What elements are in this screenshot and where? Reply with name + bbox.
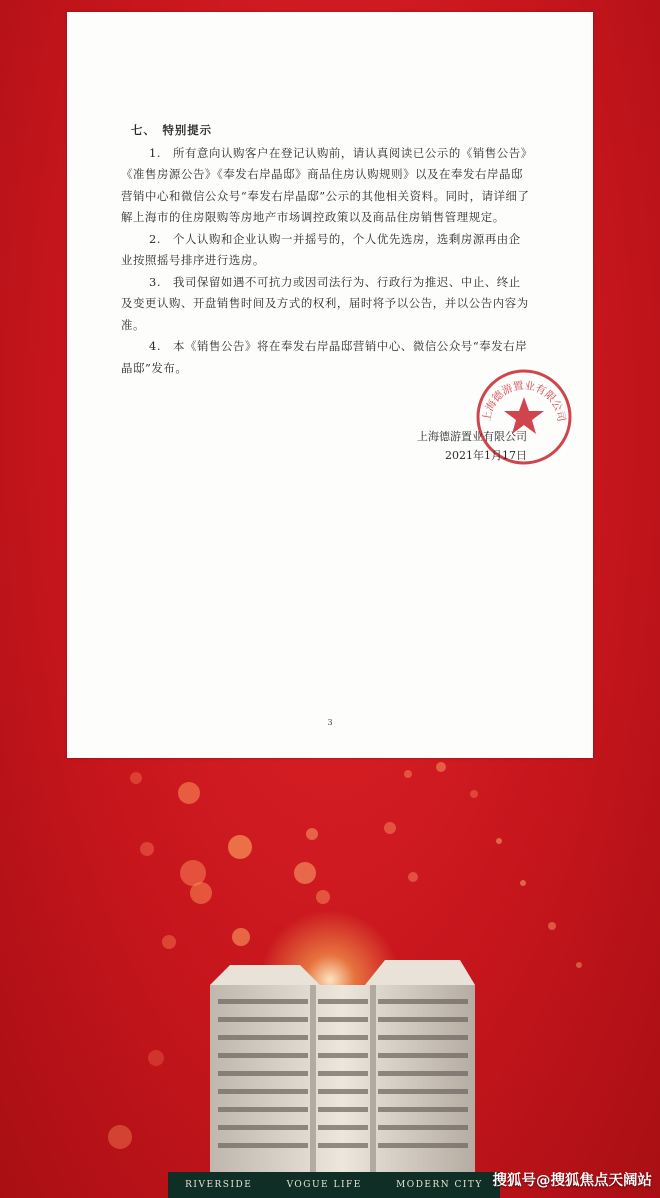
document-page <box>67 12 593 758</box>
project-banner <box>168 1172 500 1198</box>
banner-modern-city: MODERN CITY <box>396 1180 483 1190</box>
paragraph-1: 1. 所有意向认购客户在登记认购前，请认真阅读已公示的《销售公告》《准售房源公告》《奉发右岸晶邸》商品住房认购规则》以及在奉发右岸晶邸营销中心和微信公众号“奉发右岸晶邸”公示的其他相关资料。同时，请详细了解上海市的住房限购等房地产市场调控政策以及商品住房销售管理规定。 <box>121 145 530 224</box>
banner-riverside: RIVERSIDE <box>185 1180 253 1190</box>
paragraph-3: 3. 我司保留如遇不可抗力或因司法行为、行政行为推迟、中止、终止及变更认购、开盘销售时间及方式的权利，届时将予以公告，并以公告内容为准。 <box>121 274 529 332</box>
company-name: 上海德游置业有限公司 <box>417 430 527 443</box>
page-number: 3 <box>327 718 333 727</box>
document-body <box>121 120 531 379</box>
section-heading: 七、 特别提示 <box>131 123 213 137</box>
document-date: 2021年1月17日 <box>445 449 527 462</box>
paragraph-4: 4. 本《销售公告》将在奉发右岸晶邸营销中心、微信公众号“奉发右岸晶邸”发布。 <box>121 339 528 375</box>
watermark: 搜狐号@搜狐焦点天阔站 <box>492 1173 652 1189</box>
signature-block <box>417 427 527 465</box>
paragraph-2: 2. 个人认购和企业认购一并摇号的，个人优先选房，选剩房源再由企业按照摇号排序进行选房。 <box>121 231 521 267</box>
svg-text:上海德游置业有限公司: 上海德游置业有限公司 <box>480 379 568 423</box>
building-illustration <box>210 955 475 1198</box>
banner-vogue-life: VOGUE LIFE <box>286 1180 362 1190</box>
